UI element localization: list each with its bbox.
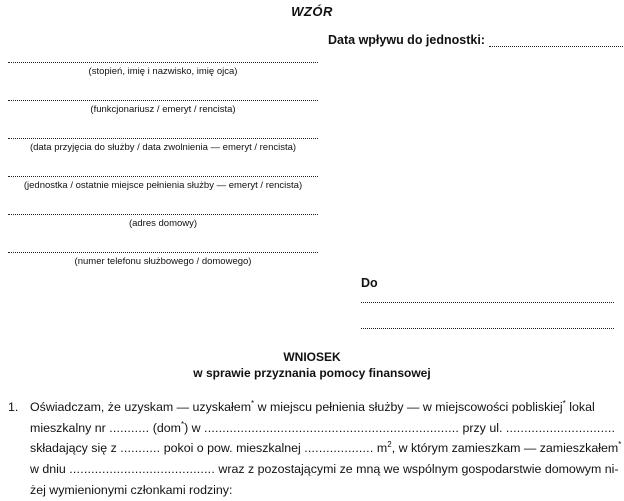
text-segment: (dom <box>149 420 181 435</box>
field-rank-name-line[interactable] <box>8 62 318 63</box>
footnote-mark: * <box>562 398 566 408</box>
recipient-line-2[interactable] <box>361 328 614 329</box>
form-subtitle: w sprawie przyznania pomocy finansowej <box>193 366 431 380</box>
recipient-label: Do <box>361 276 378 290</box>
footnote-mark: * <box>180 419 185 429</box>
rooms-count-blank[interactable]: ........... <box>120 441 161 456</box>
receipt-date-field[interactable] <box>328 33 624 47</box>
form-title: WNIOSEK <box>283 350 341 364</box>
text-segment: ) w <box>184 420 205 435</box>
field-rank-name-caption: (stopień, imię i nazwisko, imię ojca) <box>88 66 238 77</box>
field-home-address-line[interactable] <box>8 214 318 215</box>
field-rank-name[interactable] <box>8 62 318 77</box>
field-status-line[interactable] <box>8 100 318 101</box>
paragraph-line-5 <box>8 480 616 501</box>
text-segment: , w którym zamieszkam — zamieszkałem <box>391 441 619 456</box>
street-blank[interactable]: .............................. <box>505 420 616 435</box>
date-blank[interactable]: ........................................ <box>69 462 215 477</box>
text-segment: żej wymienionymi członkami rodziny: <box>30 482 233 497</box>
text-segment: Oświadczam, że uzyskam — uzyskałem <box>30 400 252 414</box>
text-segment: m <box>373 441 388 456</box>
paragraph-number: 1. <box>8 400 19 414</box>
text-segment: wraz z pozostającymi ze mną we wspólnym gospodarstwie domowym ni- <box>214 462 619 477</box>
text-segment: pokoi o pow. mieszkalnej <box>160 441 305 456</box>
text-segment: w miejscu pełnienia służby — w miejscowości pobliskiej <box>254 400 563 414</box>
field-service-dates[interactable] <box>8 138 318 153</box>
field-service-dates-line[interactable] <box>8 138 318 139</box>
text-segment: składający się z <box>30 441 121 456</box>
field-home-address[interactable] <box>8 214 318 229</box>
template-label: WZÓR <box>291 4 333 19</box>
field-phone-line[interactable] <box>8 252 318 253</box>
paragraph-line-3 <box>8 438 622 459</box>
receipt-date-label: Data wpływu do jednostki: <box>328 33 485 47</box>
field-unit-line[interactable] <box>8 176 318 177</box>
field-status-caption: (funkcjonariusz / emeryt / rencista) <box>90 104 236 115</box>
text-segment: w dniu <box>30 462 70 477</box>
field-status[interactable] <box>8 100 318 115</box>
paragraph-line-1 <box>8 397 616 418</box>
field-unit-caption: (jednostka / ostatnie miejsce pełnienia służby — emeryt / rencista) <box>23 180 303 191</box>
field-phone-caption: (numer telefonu służbowego / domowego) <box>74 256 252 267</box>
text-segment: przy ul. <box>459 420 506 435</box>
field-phone[interactable] <box>8 252 318 267</box>
footnote-mark: * <box>251 398 255 408</box>
field-service-dates-caption: (data przyjęcia do służby / data zwolnienia — emeryt / rencista) <box>29 142 297 153</box>
text-segment: mieszkalny nr <box>30 420 110 435</box>
declaration-paragraph <box>8 397 622 500</box>
recipient-line-1[interactable] <box>361 302 614 303</box>
field-unit[interactable] <box>8 176 318 191</box>
paragraph-line-2 <box>8 418 616 439</box>
footnote-mark: * <box>618 440 622 450</box>
receipt-date-dots[interactable] <box>489 36 624 47</box>
paragraph-line-4 <box>8 459 619 480</box>
field-home-address-caption: (adres domowy) <box>128 218 198 229</box>
locality-blank[interactable]: ...................................................................... <box>204 420 460 435</box>
superscript-unit: 2 <box>387 440 392 450</box>
living-area-blank[interactable]: ................... <box>304 441 374 456</box>
apartment-number-blank[interactable]: ........... <box>109 420 150 435</box>
text-segment: lokal <box>565 400 595 414</box>
